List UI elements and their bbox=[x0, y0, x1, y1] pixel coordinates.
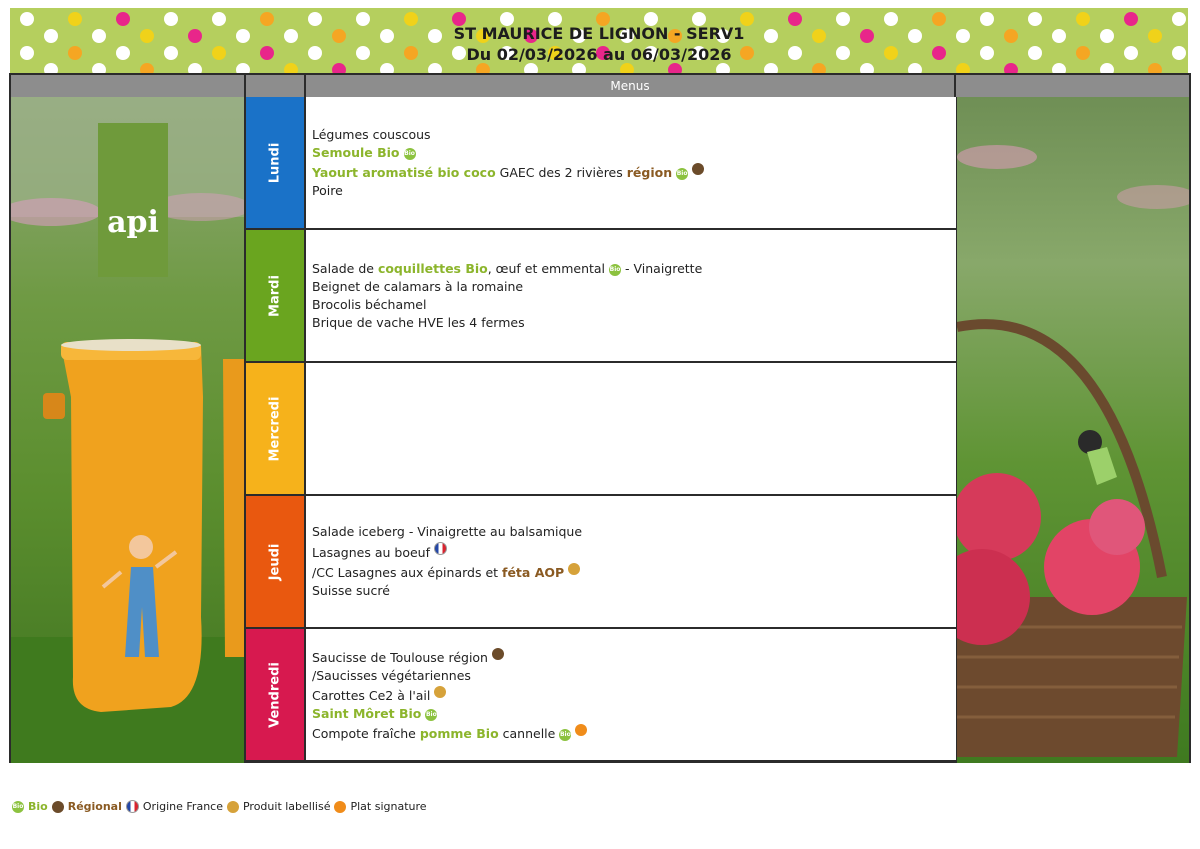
menu-table bbox=[9, 73, 1191, 763]
legend bbox=[12, 800, 431, 813]
menu-item bbox=[312, 648, 956, 666]
api-logo bbox=[98, 123, 168, 277]
day-label-mardi bbox=[246, 230, 306, 363]
menu-item bbox=[312, 261, 956, 277]
day-name: Jeudi bbox=[267, 543, 283, 580]
legend-item-lab bbox=[227, 800, 330, 813]
header-title-block bbox=[10, 23, 1188, 65]
bio-leaf-icon: Bio bbox=[559, 729, 571, 741]
menu-cell-lundi bbox=[306, 97, 956, 230]
day-name: Mardi bbox=[267, 274, 283, 317]
bio-leaf-icon: Bio bbox=[676, 168, 688, 180]
api-logo-text: api bbox=[107, 205, 159, 240]
legend-item-reg bbox=[52, 800, 122, 813]
menu-item bbox=[312, 583, 956, 599]
menu-item bbox=[312, 145, 956, 161]
menu-text: Saint Môret Bio bbox=[312, 705, 422, 721]
legend-label: Origine France bbox=[142, 800, 223, 813]
menu-text: cannelle bbox=[498, 725, 556, 741]
day-name: Lundi bbox=[267, 142, 283, 183]
menu-item bbox=[312, 563, 956, 581]
menu-item bbox=[312, 127, 956, 143]
bio-leaf-icon: Bio bbox=[12, 801, 24, 813]
menu-text: Carottes Ce2 à l'ail bbox=[312, 687, 431, 703]
menu-text: Yaourt aromatisé bio coco bbox=[312, 164, 496, 180]
menu-text: Lasagnes au boeuf bbox=[312, 545, 430, 560]
menu-text: Légumes couscous bbox=[312, 126, 431, 142]
menu-item bbox=[312, 542, 956, 561]
legend-label: Bio bbox=[28, 800, 48, 813]
header-cell-right bbox=[956, 75, 1189, 97]
legend-label: Produit labellisé bbox=[242, 800, 331, 813]
header-banner bbox=[10, 8, 1188, 74]
menu-text: Salade de bbox=[312, 260, 378, 276]
menu-text: Semoule Bio bbox=[312, 144, 400, 160]
menu-text: Poire bbox=[312, 182, 343, 198]
menu-cell-mardi bbox=[306, 230, 956, 363]
menu-item bbox=[312, 524, 956, 540]
menu-item bbox=[312, 668, 956, 684]
day-name: Vendredi bbox=[267, 661, 283, 728]
french-flag-icon bbox=[434, 542, 447, 555]
menu-text: , œuf et emmental bbox=[487, 260, 606, 276]
left-photo-boots bbox=[11, 97, 246, 763]
day-label-vendredi bbox=[246, 629, 306, 762]
menu-text: Compote fraîche bbox=[312, 725, 420, 741]
day-label-jeudi bbox=[246, 496, 306, 629]
menu-text: Saucisse de Toulouse région bbox=[312, 649, 488, 665]
menu-item bbox=[312, 706, 956, 722]
menu-item bbox=[312, 183, 956, 199]
menu-text: féta AOP bbox=[502, 565, 565, 580]
regional-icon bbox=[52, 801, 64, 813]
regional-icon bbox=[692, 163, 704, 175]
legend-label: Régional bbox=[67, 800, 122, 813]
signature-chef-icon bbox=[334, 801, 346, 813]
menu-text: /Saucisses végétariennes bbox=[312, 667, 471, 683]
label-seal-icon bbox=[227, 801, 239, 813]
menu-cell-jeudi bbox=[306, 496, 956, 629]
legend-item-bio bbox=[12, 800, 48, 813]
legend-item-sig bbox=[334, 800, 426, 813]
menu-text: Beignet de calamars à la romaine bbox=[312, 278, 524, 294]
bio-leaf-icon: Bio bbox=[609, 264, 621, 276]
page-title: ST MAURICE DE LIGNON - SERV1 bbox=[453, 24, 745, 43]
legend-item-fr bbox=[126, 800, 223, 813]
menu-text: coquillettes Bio bbox=[377, 260, 488, 276]
menu-text: Salade iceberg - Vinaigrette au balsamique bbox=[312, 524, 583, 539]
menu-text: - Vinaigrette bbox=[621, 260, 703, 276]
menu-item bbox=[312, 724, 956, 742]
menus-header: Menus bbox=[306, 75, 956, 97]
menu-text: GAEC des 2 rivières bbox=[495, 164, 627, 180]
menu-item bbox=[312, 297, 956, 313]
menu-text: région bbox=[626, 164, 673, 180]
day-name: Mercredi bbox=[267, 396, 283, 461]
date-range: Du 02/03/2026 au 06/03/2026 bbox=[466, 45, 732, 64]
header-cell-left bbox=[11, 75, 246, 97]
bio-leaf-icon: Bio bbox=[404, 148, 416, 160]
label-seal-icon bbox=[568, 563, 580, 575]
menu-text: Suisse sucré bbox=[312, 583, 390, 598]
signature-chef-icon bbox=[575, 724, 587, 736]
menu-item bbox=[312, 279, 956, 295]
menu-text: pomme Bio bbox=[419, 725, 499, 741]
day-label-lundi bbox=[246, 97, 306, 230]
menu-text: Brique de vache HVE les 4 fermes bbox=[312, 314, 525, 330]
menu-cell-vendredi bbox=[306, 629, 956, 762]
menu-item bbox=[312, 163, 956, 181]
french-flag-icon bbox=[126, 800, 139, 813]
header-cell-days bbox=[246, 75, 306, 97]
menu-item bbox=[312, 686, 956, 704]
day-label-mercredi bbox=[246, 363, 306, 496]
menu-item bbox=[312, 315, 956, 331]
bio-leaf-icon: Bio bbox=[425, 709, 437, 721]
menu-cell-mercredi bbox=[306, 363, 956, 496]
menu-text: /CC Lasagnes aux épinards et bbox=[312, 565, 503, 580]
regional-icon bbox=[492, 648, 504, 660]
label-seal-icon bbox=[434, 686, 446, 698]
legend-label: Plat signature bbox=[350, 800, 427, 813]
apple-basket-illustration bbox=[957, 97, 1189, 763]
right-photo-apple-basket bbox=[955, 97, 1189, 763]
menu-text: Brocolis béchamel bbox=[312, 296, 427, 312]
